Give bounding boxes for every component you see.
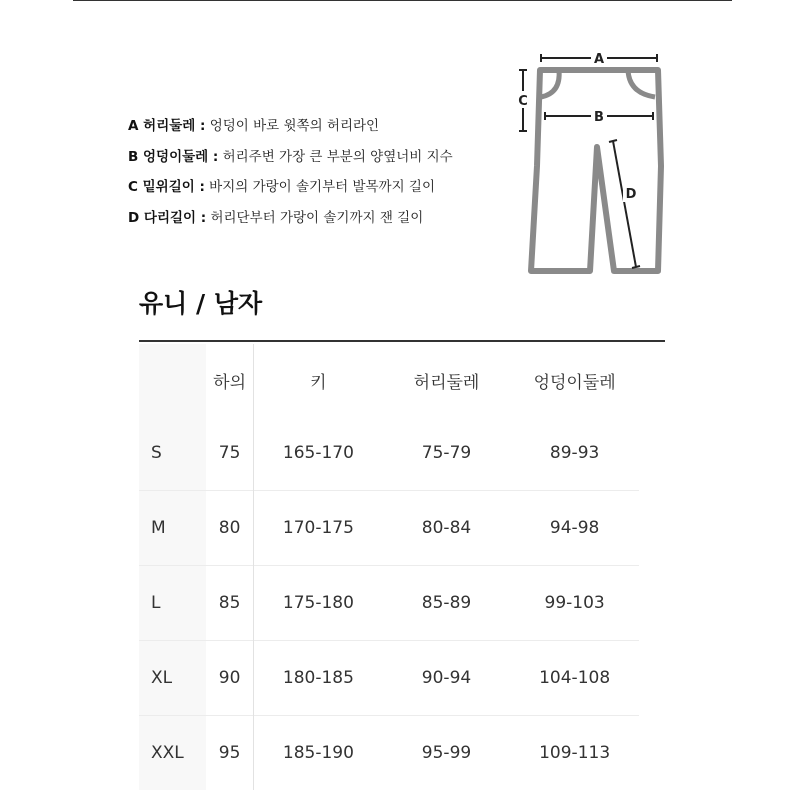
waist-value: 95-99 (383, 716, 511, 791)
legend-desc: 바지의 가랑이 솔기부터 발목까지 길이 (204, 179, 435, 195)
size-label: XXL (139, 716, 206, 791)
bottom-size-value: 95 (206, 716, 253, 791)
pants-diagram (515, 43, 675, 283)
legend-key: C 밑위길이 : (128, 179, 205, 195)
legend-item-hip (128, 147, 453, 178)
height-value: 165-170 (282, 443, 354, 463)
height-value: 170-175 (254, 491, 383, 566)
size-label: M (139, 491, 206, 566)
size-chart-table (139, 344, 639, 790)
label-b: B (594, 110, 604, 125)
title-divider (139, 340, 665, 342)
table-header-row (139, 344, 639, 416)
top-divider (73, 0, 732, 1)
hip-value: 94-98 (510, 491, 639, 566)
hip-value: 104-108 (510, 641, 639, 716)
legend-desc: 허리주변 가장 큰 부분의 양옆너비 지수 (218, 148, 453, 165)
legend-key: B 엉덩이둘레 : (128, 148, 219, 165)
size-label: XL (139, 641, 206, 716)
pants-outline (531, 70, 661, 271)
measurement-legend (128, 116, 453, 238)
waist-value: 85-89 (383, 566, 511, 641)
hip-value: 109-113 (510, 716, 639, 791)
waist-value: 80-84 (383, 491, 511, 566)
size-label: S (139, 416, 206, 491)
bottom-size-value: 90 (206, 641, 253, 716)
waist-value: 90-94 (383, 641, 511, 716)
legend-item-leg-length (128, 208, 453, 239)
legend-key: A 허리둘레 : (128, 118, 206, 134)
bottom-size-value: 85 (206, 566, 253, 641)
bottom-size-value: 80 (206, 491, 253, 566)
legend-desc: 엉덩이 바로 윗쪽의 허리라인 (205, 118, 380, 134)
header-bottom-size: 하의 (206, 344, 253, 416)
table-row (139, 641, 639, 716)
size-label: L (139, 566, 206, 641)
legend-item-waist (128, 116, 453, 147)
table-row (139, 566, 639, 641)
section-title: 유니 / 남자 (139, 289, 263, 318)
header-waist: 허리둘레 (413, 372, 480, 393)
hip-value: 89-93 (549, 443, 600, 463)
header-hip: 엉덩이둘레 (533, 372, 616, 393)
legend-key: D 다리길이 : (128, 209, 207, 226)
bottom-size-value: 75 (206, 416, 253, 491)
table-row (139, 416, 639, 491)
table-row (139, 716, 639, 791)
legend-item-rise (128, 177, 453, 208)
label-d: D (625, 187, 637, 202)
height-value: 175-180 (254, 566, 383, 641)
label-a: A (593, 52, 605, 67)
header-size (139, 344, 206, 416)
hip-value: 99-103 (510, 566, 639, 641)
header-height: 키 (310, 372, 327, 393)
legend-desc: 허리단부터 가랑이 솔기까지 잰 길이 (206, 209, 424, 226)
waist-value: 75-79 (421, 443, 472, 463)
height-value: 185-190 (254, 716, 383, 791)
table-row (139, 491, 639, 566)
height-value: 180-185 (254, 641, 383, 716)
label-c: C (518, 94, 528, 109)
